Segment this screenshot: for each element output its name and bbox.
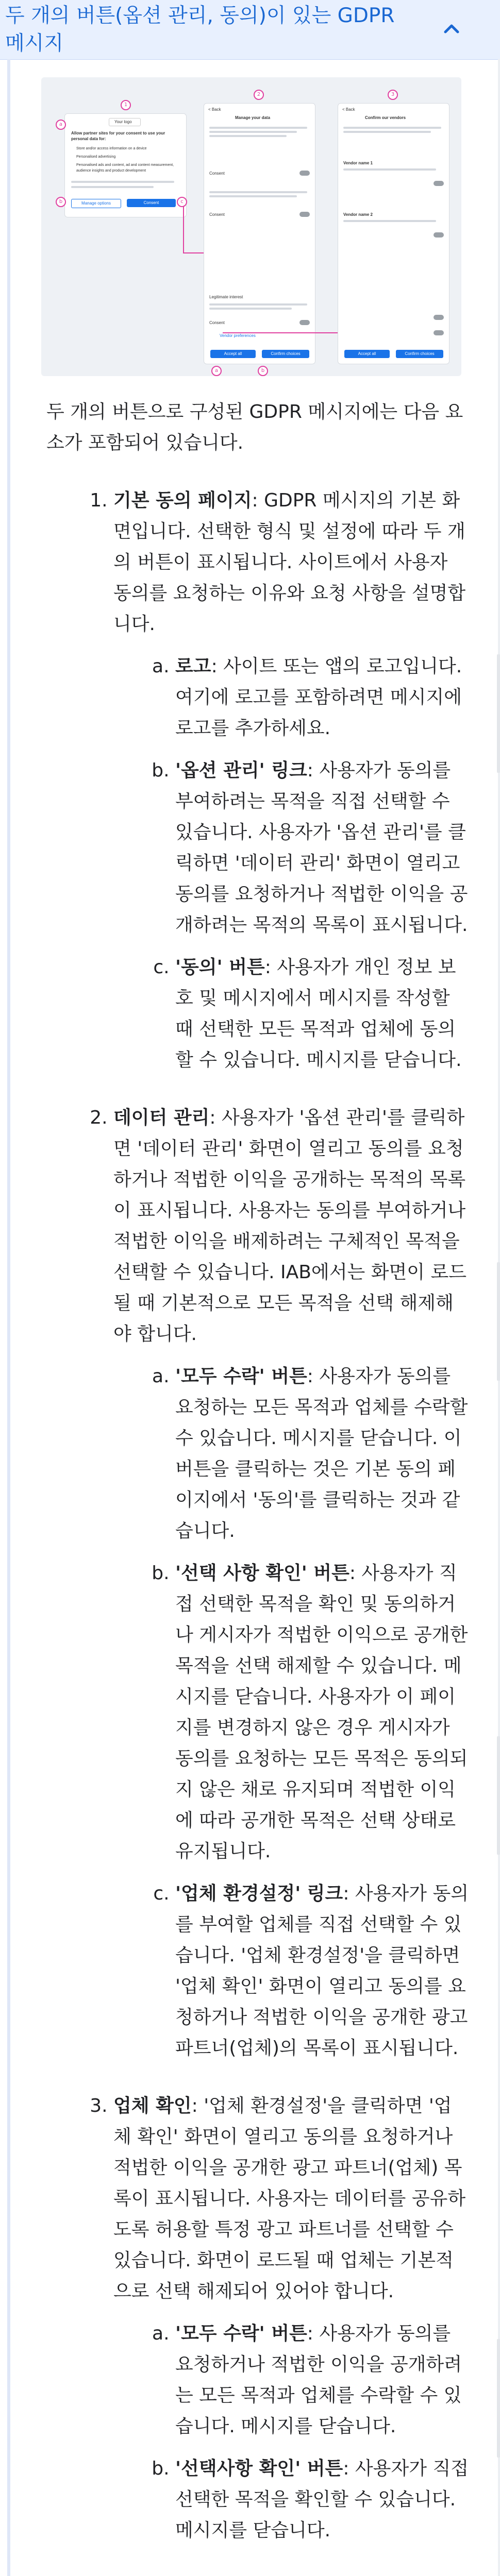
element-list	[46, 485, 469, 2546]
scroll-marker	[497, 654, 500, 773]
sub-item-text: : 사이트 또는 앱의 로고입니다. 여기에 로고를 포함하려면 메시지에 로고를 추가하세요.	[175, 656, 462, 739]
sub-item-text: : 사용자가 개인 정보 보호 및 메시지에서 메시지를 작성할 때 선택한 모든 목적과 업체에 동의할 수 있습니다. 메시지를 닫습니다.	[175, 957, 462, 1071]
connector-line	[223, 332, 338, 333]
confirm-choices-button: Confirm choices	[396, 350, 443, 358]
sub-item-text: : 사용자가 동의를 요청하는 모든 목적과 업체를 수락할 수 있습니다. 메시지를 닫습니다. 이 버튼을 클릭하는 것은 기본 동의 페이지에서 '동의'를 클릭하는 것과 같습니다.	[175, 1366, 468, 1541]
text-line	[71, 181, 174, 183]
list-item	[113, 1103, 469, 2064]
sub-item-title: '모두 수락' 버튼	[175, 1366, 307, 1387]
intro-text: 두 개의 버튼으로 구성된 GDPR 메시지에는 다음 요소가 포함되어 있습니다.	[46, 401, 463, 453]
mock-consent-label: Consent	[209, 212, 225, 217]
sub-list-item	[175, 1361, 469, 1547]
manage-options-button: Manage options	[71, 199, 121, 208]
vendor-preferences-link: Vendor preferences	[220, 333, 256, 338]
sub-item-text: : 사용자가 직접 선택한 목적을 확인할 수 있습니다. 메시지를 닫습니다.	[175, 2458, 469, 2541]
scroll-marker	[497, 1262, 500, 1381]
text-line	[343, 168, 436, 171]
section-header[interactable]	[0, 0, 500, 60]
toggle-icon	[299, 212, 310, 217]
chevron-up-icon[interactable]	[439, 16, 464, 41]
text-line	[343, 220, 436, 222]
mock-purpose: Personalised ads and content, ad and content measurement, audience insights and product development	[76, 163, 174, 173]
logo-box	[109, 118, 141, 126]
toggle-icon	[299, 320, 310, 325]
sub-item-text: : 사용자가 동의를 요청하거나 적법한 이익을 공개하려는 모든 목적과 업체를 수락할 수 있습니다. 메시지를 닫습니다.	[175, 2323, 462, 2437]
left-border	[7, 59, 10, 2576]
text-line	[209, 127, 307, 129]
accept-all-button: Accept all	[344, 350, 390, 358]
toggle-icon	[299, 171, 310, 176]
item-title: 업체 확인	[113, 2095, 192, 2116]
back-link: < Back	[208, 107, 221, 112]
text-line	[209, 308, 292, 310]
list-item	[113, 2091, 469, 2546]
scroll-marker	[497, 1736, 500, 1855]
logo-label: Your logo	[114, 120, 132, 124]
marker-a: a	[56, 120, 66, 130]
sub-list-item	[175, 952, 469, 1076]
text-line	[209, 135, 287, 137]
sub-item-title: '선택사항 확인' 버튼	[175, 2458, 343, 2479]
sub-item-text: : 사용자가 직접 선택한 목적을 확인 및 동의하거나 게시자가 적법한 이익으로 공개한 목적을 선택 해제할 수 있습니다. 메시지를 닫습니다. 사용자가 이 페이지를 변경하지 않은 경우 게시자가 동의를 요청하는 모든 목적은 동의되지 않은 채로 유지되며 적법한 이익에 따라 공개한 목적은 선택 상태로 유지됩니다.	[175, 1563, 468, 1862]
item-text: : 사용자가 '옵션 관리'를 클릭하면 '데이터 관리' 화면이 열리고 동의를 요청하거나 적법한 이익을 공개하는 목적의 목록이 표시됩니다. 사용자는 동의를 부여하거나 적법한 이익을 배제하려는 구체적인 목적을 선택할 수 있습니다. IAB에서는 화면이 로드될 때 기본적으로 모든 목적을 선택 해제해야 합니다.	[113, 1107, 467, 1345]
sub-list-item	[175, 1558, 469, 1867]
item-text: : GDPR 메시지의 기본 화면입니다. 선택한 형식 및 설정에 따라 두 개의 버튼이 표시됩니다. 사이트에서 사용자 동의를 요청하는 이유와 요청 사항을 설명합니다.	[113, 490, 466, 635]
consent-button: Consent	[127, 199, 176, 207]
toggle-icon	[434, 330, 444, 335]
text-line	[209, 191, 307, 193]
text-line	[209, 131, 297, 133]
marker-c: c	[177, 197, 187, 207]
section-title: 두 개의 버튼(옵션 관리, 동의)이 있는 GDPR 메시지	[5, 4, 395, 55]
mock-legit-label: Legitimate interest	[209, 295, 243, 299]
list-item	[113, 485, 469, 1076]
sub-list	[113, 651, 469, 1076]
mock-title: Manage your data	[235, 115, 271, 120]
toggle-icon	[434, 315, 444, 320]
sub-item-title: 로고	[175, 656, 211, 677]
text-line	[343, 127, 441, 129]
marker-b: b	[56, 197, 66, 207]
toggle-icon	[434, 181, 444, 186]
text-line	[343, 131, 431, 133]
sub-item-text: : 사용자가 동의를 부여할 업체를 직접 선택할 수 있습니다. '업체 환경설정'을 클릭하면 '업체 확인' 화면이 열리고 동의를 요청하거나 적법한 이익을 공개한 광고 파트너(업체)의 목록이 표시됩니다.	[175, 1883, 469, 2059]
sub-list-item	[175, 2453, 469, 2546]
mock-consent-label: Consent	[209, 171, 225, 176]
article-body	[46, 397, 469, 2573]
back-link: < Back	[342, 107, 355, 112]
item-title: 데이터 관리	[113, 1107, 210, 1128]
sub-item-title: '옵션 관리' 링크	[175, 760, 307, 781]
confirm-vendors-mock	[338, 103, 449, 364]
sub-list-item	[175, 1878, 469, 2064]
mock-purpose: Personalised advertising	[76, 155, 116, 159]
manage-data-mock	[204, 103, 315, 364]
marker-2: 2	[254, 90, 264, 100]
mock-heading: Allow partner sites for your consent to use your personal data for:	[71, 131, 165, 141]
marker-a: a	[211, 366, 222, 376]
accept-all-button: Accept all	[210, 350, 256, 358]
consent-page-mock	[64, 113, 187, 217]
sub-list-item	[175, 2318, 469, 2442]
marker-3: 3	[388, 90, 398, 100]
mock-vendor-name: Vendor name 2	[343, 212, 373, 217]
mock-title: Confirm our vendors	[365, 115, 406, 120]
mock-purpose: Store and/or access information on a device	[76, 147, 147, 150]
sub-list	[113, 1361, 469, 2064]
connector-line	[183, 252, 204, 253]
sub-list	[113, 2318, 469, 2546]
sub-item-text: : 사용자가 동의를 부여하려는 목적을 직접 선택할 수 있습니다. 사용자가 '옵션 관리'를 클릭하면 '데이터 관리' 화면이 열리고 동의를 요청하거나 적법한 이익을 공개하려는 목적의 목록이 표시됩니다.	[175, 760, 468, 936]
confirm-choices-button: Confirm choices	[262, 350, 309, 358]
mock-vendor-name: Vendor name 1	[343, 161, 373, 165]
mock-consent-label: Consent	[209, 320, 225, 325]
sub-item-title: '업체 환경설정' 링크	[175, 1883, 343, 1904]
marker-1: 1	[121, 100, 131, 110]
text-line	[209, 195, 297, 197]
sub-item-title: '동의' 버튼	[175, 957, 265, 978]
sub-item-title: '모두 수락' 버튼	[175, 2323, 307, 2344]
gdpr-message-illustration	[41, 77, 461, 376]
text-line	[71, 186, 154, 188]
item-title: 기본 동의 페이지	[113, 490, 252, 511]
sub-list-item	[175, 651, 469, 744]
sub-list-item	[175, 755, 469, 941]
sub-item-title: '선택 사항 확인' 버튼	[175, 1563, 349, 1584]
item-text: : '업체 환경설정'을 클릭하면 '업체 확인' 화면이 열리고 동의를 요청하거나 적법한 이익을 공개한 광고 파트너(업체) 목록이 표시됩니다. 사용자는 데이터를 공유하도록 허용할 특정 광고 파트너를 선택할 수 있습니다. 화면이 로드될 때 업체는 기본적으로 선택 해제되어 있어야 합니다.	[113, 2095, 466, 2302]
text-line	[209, 303, 307, 306]
marker-b: b	[258, 366, 268, 376]
scroll-marker	[497, 2339, 500, 2458]
connector-line	[183, 201, 184, 252]
toggle-icon	[434, 232, 444, 238]
